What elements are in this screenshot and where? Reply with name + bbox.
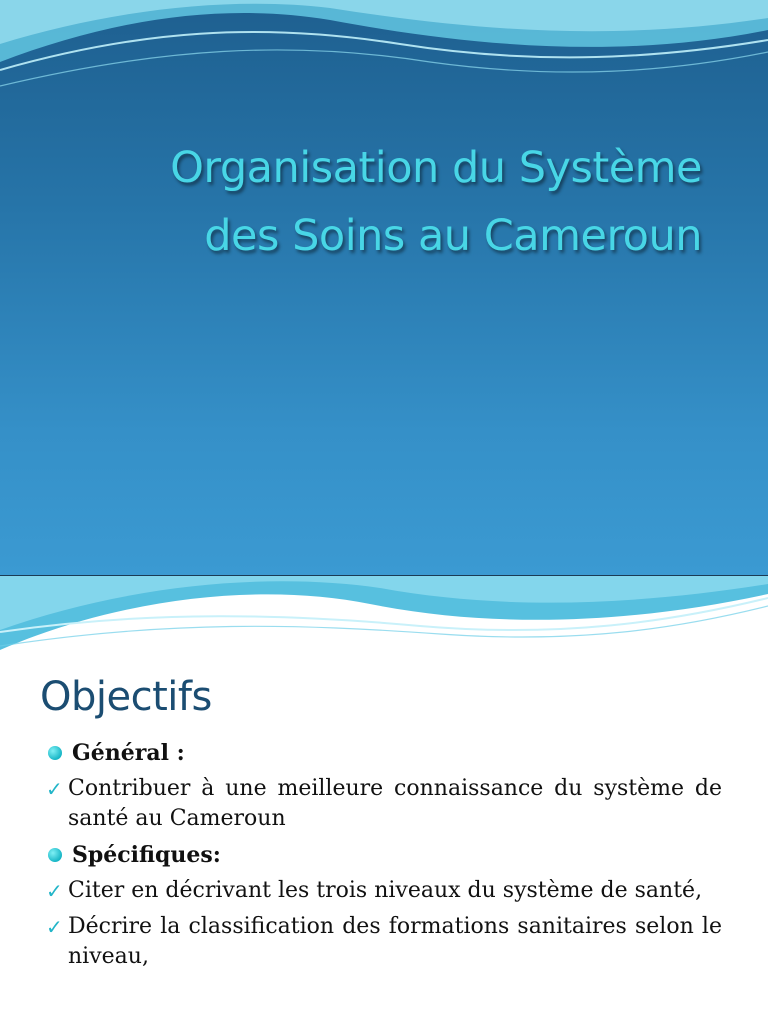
check-item-text: Citer en décrivant les trois niveaux du système de santé, [68, 878, 703, 903]
bullet-label: Spécifiques: [72, 842, 221, 868]
slide-heading: Objectifs [40, 674, 212, 720]
bullet-general [46, 738, 722, 768]
title-line-2: des Soins au Cameroun [204, 211, 702, 261]
teal-dot-icon [48, 848, 62, 862]
objectives-list [46, 738, 722, 972]
check-icon: ✓ [46, 879, 63, 903]
teal-dot-icon [48, 746, 62, 760]
slide-title [60, 134, 702, 270]
check-icon: ✓ [46, 915, 63, 939]
check-item [46, 774, 722, 834]
bullet-label: Général : [72, 740, 185, 766]
check-item [46, 876, 722, 906]
check-icon: ✓ [46, 777, 63, 801]
bullet-specifiques [46, 840, 722, 870]
title-line-1: Organisation du Système [170, 143, 702, 193]
objectives-slide [0, 576, 768, 1024]
check-item-text: Décrire la classification des formations sanitaires selon le niveau, [68, 914, 722, 969]
decorative-waves [0, 576, 768, 666]
check-item-text: Contribuer à une meilleure connaissance du système de santé au Cameroun [68, 776, 722, 831]
check-item [46, 912, 722, 972]
decorative-waves [0, 0, 768, 120]
